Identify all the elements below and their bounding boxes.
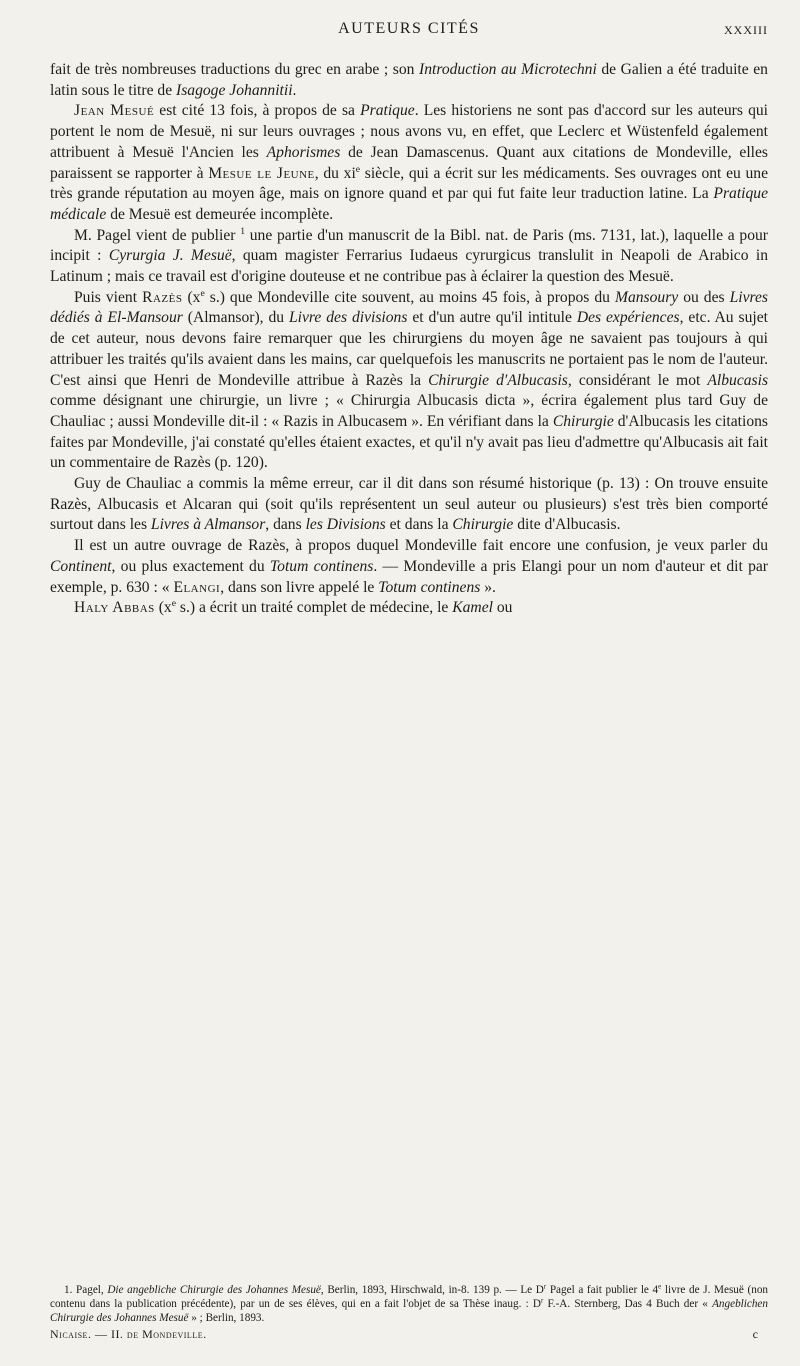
paragraph <box>50 101 768 225</box>
text-run: , considérant le mot <box>567 371 708 389</box>
text-run: . <box>292 81 297 99</box>
text-run: , ou plus exactement du <box>111 557 270 575</box>
italic-text: Angeblichen Chirurgie des Johannes Mesuë <box>50 1298 768 1324</box>
text-run: Puis vient <box>74 288 143 306</box>
text-run: 1. Pagel, <box>64 1284 108 1296</box>
italic-text: Chirurgie <box>552 412 614 430</box>
signature-left: Nicaise. — II. de Mondeville. <box>50 1327 207 1341</box>
text-run: d'Albucasis les citations faites par Mondeville, j'ai constaté qu'elles étaient exactes, et qu'il n'y avait pas lieu d'admettre qu'Albucasis ait fait un commentaire de Razès (p. 120). <box>50 412 768 472</box>
italic-text: Albucasis <box>707 371 769 389</box>
italic-text: Totum continens <box>378 578 481 596</box>
author-name: Razès <box>142 288 183 306</box>
italic-text: Aphorismes <box>266 143 341 161</box>
text-run: fait de très nombreuses traductions du grec en arabe ; son <box>50 61 420 78</box>
text-run: s.) a écrit un traité complet de médecine, le <box>176 599 453 617</box>
italic-text: Isagoge Johannitii <box>176 81 293 99</box>
italic-text: Livres dédiés à El-Mansour <box>50 288 768 327</box>
text-run: (x <box>182 288 201 306</box>
page-number: XXXIII <box>724 23 768 37</box>
text-run: , dans <box>265 516 306 534</box>
footnotes <box>50 1283 768 1325</box>
superscript: 1 <box>240 225 246 237</box>
italic-text: les Divisions <box>305 516 386 534</box>
italic-text: Chirurgie d'Albucasis <box>428 371 568 389</box>
text-run: et d'un autre qu'il intitule <box>407 309 577 327</box>
signature-mark: c <box>752 1327 758 1341</box>
running-header <box>50 20 768 46</box>
text-run: , dans son livre appelé le <box>220 578 379 596</box>
italic-text: Livres à Almansor <box>150 516 266 534</box>
text-run: ». <box>480 578 496 596</box>
italic-text: Kamel <box>452 599 493 617</box>
footnote-1 <box>50 1283 768 1325</box>
text-run: dite d'Albucasis. <box>513 516 621 534</box>
author-name: Jean Mesué <box>74 102 155 120</box>
paragraph <box>50 288 768 474</box>
text-run: , etc. Au sujet de cet auteur, nous devons faire remarquer que les chirurgiens du moyen âge ne savaient pas toujours à qui attribuer les traités qu'ils avaient dans les mains, car quelquefois les manuscrits ne portaient pas le nom de l'auteur. C'est ainsi que Henri de Mondeville attribue à Razès la <box>50 309 768 389</box>
paragraph <box>50 60 768 101</box>
text-run: siècle, qui a écrit sur les médicaments. Ses ouvrages ont eu une très grande réputation au moyen âge, mais on ignore quand et par qui fut faite leur traduction latine. La <box>50 164 769 203</box>
text-run: F.-A. Sternberg, Das 4 Buch der « <box>543 1298 713 1310</box>
text-run: comme désignant une chirurgie, un livre ; « Chirurgia Albucasis dicta », écrira également plus tard Guy de Chauliac ; aussi Mondeville dit-il : « Razis in Albucasem ». En vérifiant dans la <box>50 392 768 430</box>
italic-text: Livre des divisions <box>289 309 408 327</box>
italic-text: Totum continens <box>269 557 374 575</box>
text-run: , Berlin, 1893, Hirschwald, in-8. 139 p. — Le D <box>320 1284 544 1296</box>
text-run: de Mesuë est demeurée incomplète. <box>106 205 334 223</box>
text-run: de Galien a été traduite en latin sous le titre de <box>50 61 768 99</box>
italic-text: Cyrurgia J. Mesuë <box>108 247 232 265</box>
text-run: . — Mondeville a pris Elangi pour un nom d'auteur et dit par exemple, p. 630 : « <box>50 557 768 596</box>
text-run: Pagel a fait publier le 4 <box>546 1284 659 1296</box>
superscript: e <box>200 287 205 299</box>
paragraph <box>50 474 768 536</box>
italic-text: Pratique médicale <box>50 185 768 223</box>
text-run: s.) que Mondeville cite souvent, au moins 45 fois, à propos du <box>204 288 615 306</box>
text-run: ou des <box>678 288 730 306</box>
italic-text: Die angebliche Chirurgie des Johannes Mesuë <box>107 1284 321 1296</box>
italic-text: Introduction au Microtechni <box>419 61 597 78</box>
italic-text: Continent <box>50 557 112 575</box>
header-title: AUTEURS CITÉS <box>338 20 480 37</box>
text-run: Guy de Chauliac a commis la même erreur, car il dit dans son résumé historique (p. 13) : On trouve ensuite Razès, Albucasis et Alcaran qui (soit qu'ils représentent un seul auteur ou plusieurs) s'est très bien comporté surtout dans les <box>50 475 768 534</box>
text-run: livre de J. Mesuë (non contenu dans la publication précédente), par un de ses élèves, qui en a fait l'objet de sa Thèse inaug. : D <box>50 1284 769 1310</box>
text-run: (Almansor), du <box>182 309 289 327</box>
text-run: une partie d'un manuscrit de la Bibl. nat. de Paris (ms. 7131, lat.), laquelle a pour incipit : <box>50 226 768 265</box>
author-name: Elangi <box>173 578 221 596</box>
superscript: r <box>540 1296 544 1305</box>
text-run: de Jean Damascenus. Quant aux citations de Mondeville, elles paraissent se rapporter à <box>50 143 768 182</box>
superscript: e <box>171 598 176 610</box>
author-name: Haly Abbas <box>74 599 155 617</box>
italic-text: Des expériences <box>576 309 680 327</box>
text-run: » ; Berlin, 1893. <box>188 1312 265 1324</box>
text-run: , quam magister Ferrarius Iudaeus cyrurgicus translulit in Neapoli de Arabico in Latinum ; mais ce travail est d'origine douteuse et ne contribue pas à éclairer la question des Mesuë. <box>50 247 768 286</box>
text-run: (x <box>154 599 172 617</box>
italic-text: Pratique <box>360 102 415 120</box>
text-run: est cité 13 fois, à propos de sa <box>154 102 361 120</box>
italic-text: Mansoury <box>614 288 679 306</box>
superscript: e <box>355 163 361 175</box>
superscript: r <box>543 1282 547 1291</box>
author-name: Mesue le Jeune <box>208 164 315 182</box>
paragraph <box>50 226 768 288</box>
superscript: e <box>658 1282 662 1291</box>
signature-line <box>50 1327 768 1342</box>
text-run: et dans la <box>385 516 453 534</box>
text-run: Il est un autre ouvrage de Razès, à propos duquel Mondeville fait encore une confusion, je veux parler du <box>74 537 768 555</box>
text-run: M. Pagel vient de publier <box>74 226 241 244</box>
text-run: ou <box>492 599 513 617</box>
text-run: , du xi <box>314 164 356 182</box>
text-run: . Les historiens ne sont pas d'accord sur les auteurs qui portent le nom de Mesuë, ni sur leurs ouvrages ; nous avons vu, en effet, que Leclerc et Wüstenfeld également attribuent à Mesuë l'Ancien les <box>50 102 768 161</box>
body-text <box>50 60 768 619</box>
italic-text: Chirurgie <box>452 516 514 534</box>
paragraph <box>50 536 768 598</box>
paragraph <box>50 598 768 619</box>
